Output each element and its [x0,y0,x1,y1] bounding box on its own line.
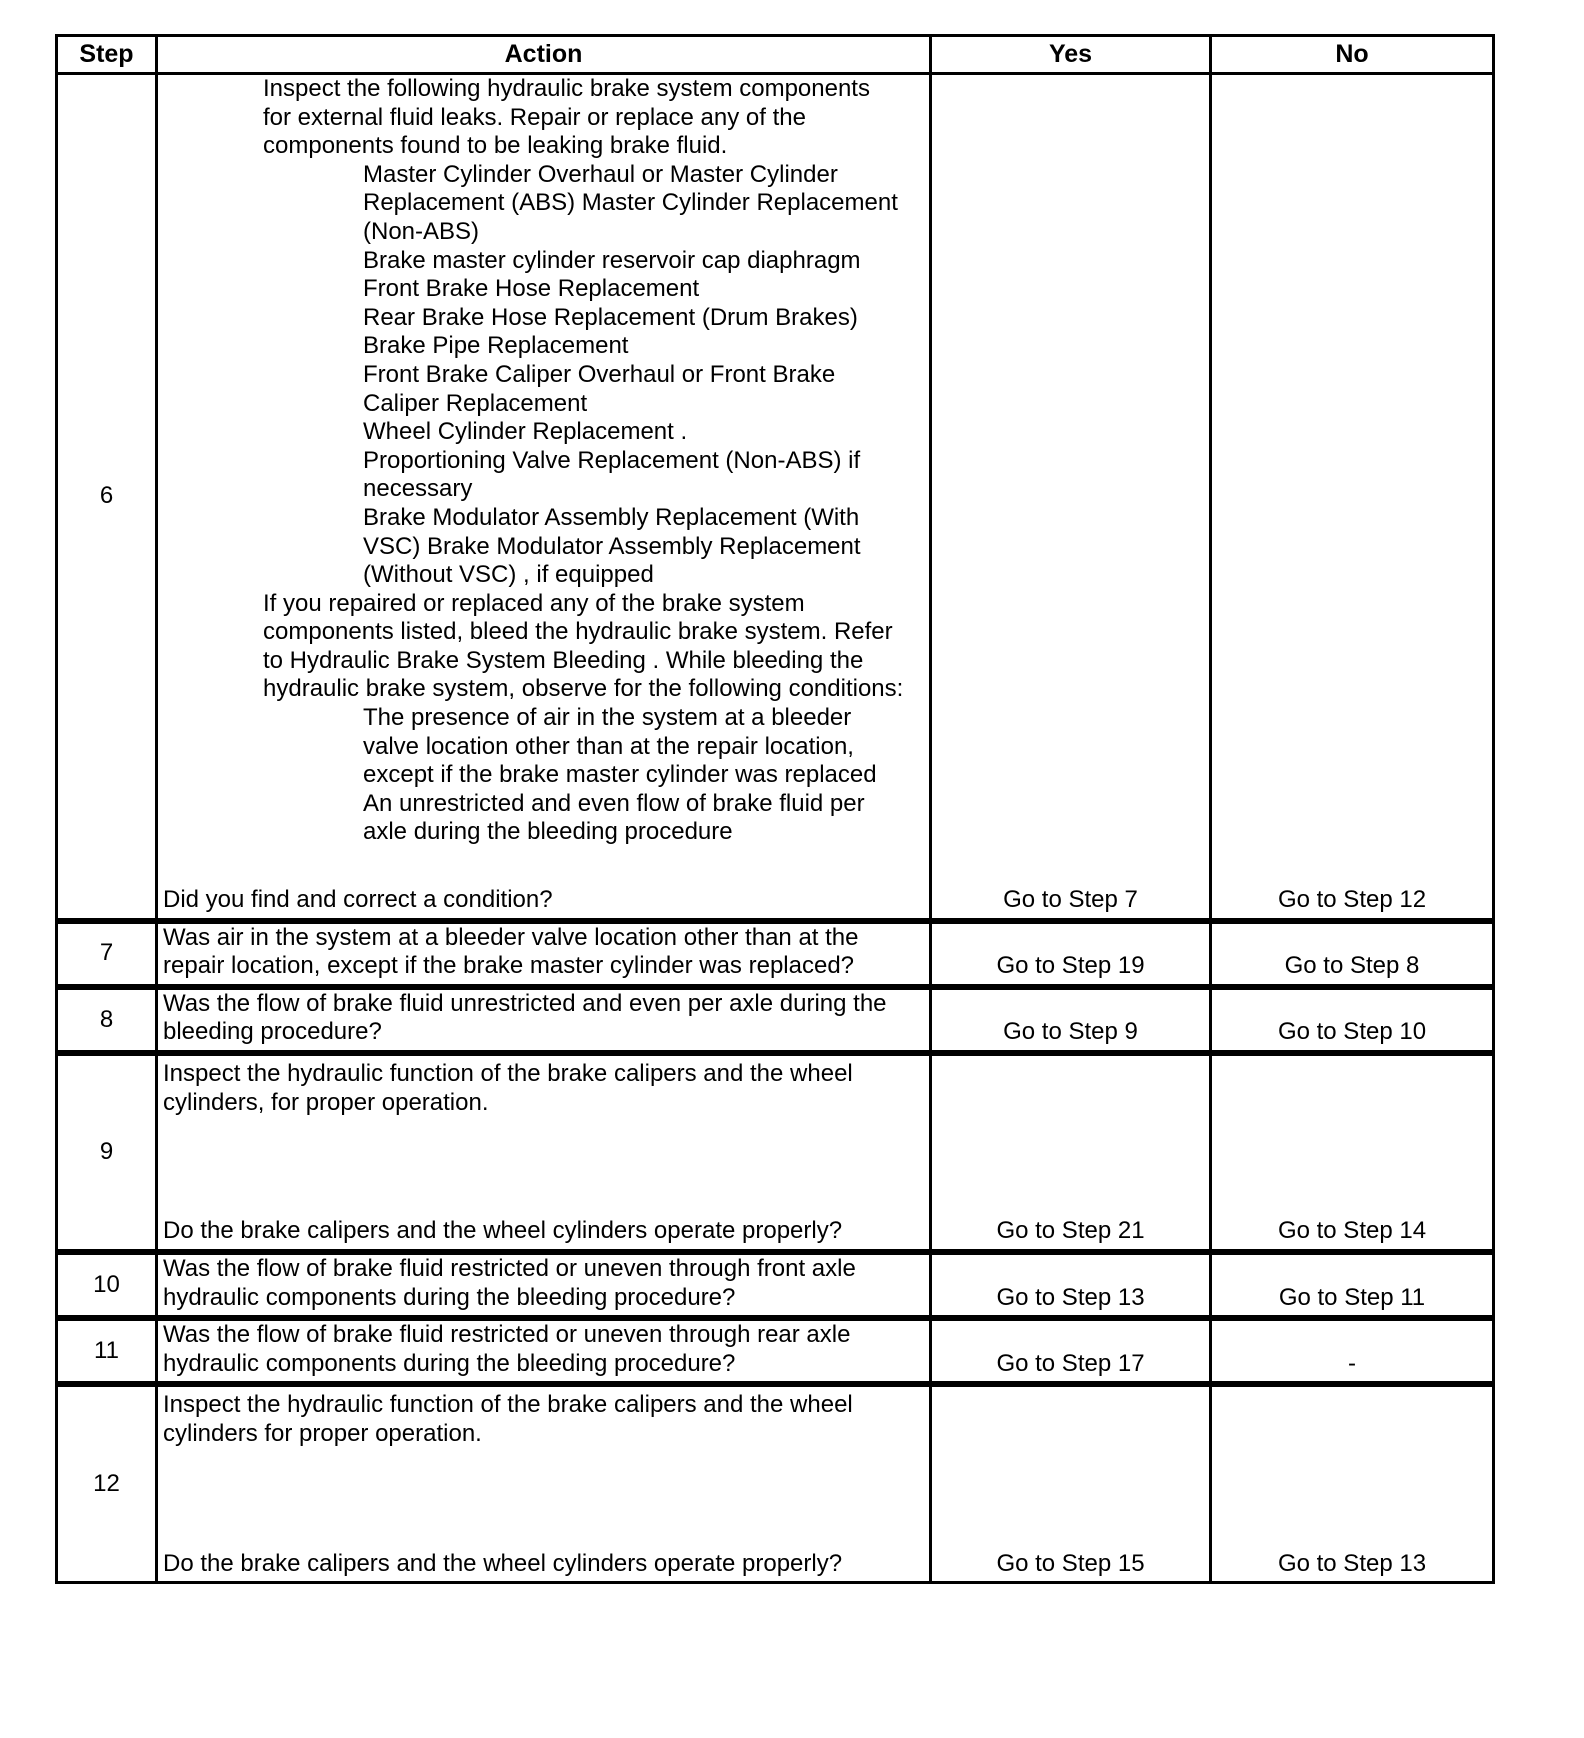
step-number: 9 [57,1053,157,1252]
yes-cell: Go to Step 9 [931,987,1211,1053]
yes-cell: Go to Step 7 [931,74,1211,921]
table-row-step-9 [57,1053,1494,1252]
list-item: necessary [363,475,473,503]
no-cell: Go to Step 12 [1211,74,1494,921]
table-row-step-6 [57,74,1494,921]
condition-list [163,704,929,847]
list-item: Brake master cylinder reservoir cap diaphragm [363,246,861,274]
list-item: Replacement (ABS) Master Cylinder Replacement [363,189,898,217]
component-list [163,161,929,590]
no-cell: Go to Step 13 [1211,1384,1494,1583]
no-cell: Go to Step 11 [1211,1252,1494,1318]
yes-cell: Go to Step 15 [931,1384,1211,1583]
list-item: Brake Pipe Replacement [363,332,629,360]
action-cell [157,74,931,921]
list-item: axle during the bleeding procedure [363,818,733,846]
intro-text [163,75,929,161]
header-action: Action [157,36,931,74]
yes-cell: Go to Step 13 [931,1252,1211,1318]
list-item: Caliper Replacement [363,389,588,417]
text-line: Inspect the hydraulic function of the brake calipers and the wheel [163,1391,853,1419]
table-row-step-10 [57,1252,1494,1318]
header-no: No [1211,36,1494,74]
list-item: VSC) Brake Modulator Assembly Replacement [363,532,861,560]
text-line: repair location, except if the brake master cylinder was replaced? [163,952,855,980]
text-line: hydraulic components during the bleeding procedure? [163,1283,736,1311]
action-content [163,1391,929,1578]
list-item: Rear Brake Hose Replacement (Drum Brakes) [363,303,858,331]
table-row-step-11 [57,1318,1494,1384]
list-item: (Without VSC) , if equipped [363,561,654,589]
action-cell [157,1318,931,1384]
question-text: Do the brake calipers and the wheel cylinders operate properly? [163,1549,843,1577]
text-line: cylinders, for proper operation. [163,1088,489,1116]
step-number: 7 [57,921,157,987]
list-item: Brake Modulator Assembly Replacement (With [363,503,860,531]
text-line: Was the flow of brake fluid unrestricted and even per axle during the [163,989,887,1017]
step-number: 6 [57,74,157,921]
table-row-step-7 [57,921,1494,987]
list-item: Master Cylinder Overhaul or Master Cylinder [363,160,838,188]
no-cell: Go to Step 10 [1211,987,1494,1053]
action-cell [157,1252,931,1318]
no-cell: Go to Step 14 [1211,1053,1494,1252]
diagnostic-table-sheet [55,34,1492,1584]
list-item: Proportioning Valve Replacement (Non-ABS) if [363,446,861,474]
text-line: Was air in the system at a bleeder valve location other than at the [163,923,859,951]
action-cell [157,987,931,1053]
yes-cell: Go to Step 19 [931,921,1211,987]
header-row [57,36,1494,74]
table-row-step-8 [57,987,1494,1053]
text-line: Inspect the following hydraulic brake system components [263,75,870,102]
text-line: to Hydraulic Brake System Bleeding . While bleeding the [263,646,864,674]
instruction-text [163,1391,929,1448]
no-cell: - [1211,1318,1494,1384]
header-yes: Yes [931,36,1211,74]
list-item: (Non-ABS) [363,217,480,245]
yes-cell: Go to Step 17 [931,1318,1211,1384]
diagnostic-table [55,34,1495,1584]
text-line: hydraulic brake system, observe for the following conditions: [263,675,904,703]
list-item: Front Brake Caliper Overhaul or Front Brake [363,360,836,388]
step-number: 8 [57,987,157,1053]
text-line: components listed, bleed the hydraulic brake system. Refer [263,618,893,646]
step-number: 10 [57,1252,157,1318]
header-step: Step [57,36,157,74]
question-text: Do the brake calipers and the wheel cylinders operate properly? [163,1217,843,1245]
spacer [163,847,929,886]
text-line: bleeding procedure? [163,1018,382,1046]
step-number: 12 [57,1384,157,1583]
text-line: Inspect the hydraulic function of the brake calipers and the wheel [163,1060,853,1087]
question-text: Did you find and correct a condition? [163,886,553,914]
action-content [163,1060,929,1246]
list-item: valve location other than at the repair location, [363,732,854,760]
action-cell [157,1053,931,1252]
text-line: Was the flow of brake fluid restricted or uneven through rear axle [163,1321,851,1349]
list-item: except if the brake master cylinder was replaced [363,761,877,789]
no-cell: Go to Step 8 [1211,921,1494,987]
bleed-instructions [163,590,929,704]
action-cell [157,1384,931,1583]
text-line: Was the flow of brake fluid restricted or uneven through front axle [163,1255,856,1282]
step-number: 11 [57,1318,157,1384]
text-line: components found to be leaking brake fluid. [263,132,728,160]
action-cell [157,921,931,987]
list-item: Wheel Cylinder Replacement . [363,418,688,446]
text-line: hydraulic components during the bleeding procedure? [163,1349,736,1377]
list-item: The presence of air in the system at a bleeder [363,704,852,732]
text-line: If you repaired or replaced any of the brake system [263,589,805,617]
text-line: cylinders for proper operation. [163,1419,482,1447]
list-item: An unrestricted and even flow of brake fluid per [363,789,865,817]
list-item: Front Brake Hose Replacement [363,275,700,303]
yes-cell: Go to Step 21 [931,1053,1211,1252]
instruction-text [163,1060,929,1117]
table-row-step-12 [57,1384,1494,1583]
text-line: for external fluid leaks. Repair or replace any of the [263,103,806,131]
